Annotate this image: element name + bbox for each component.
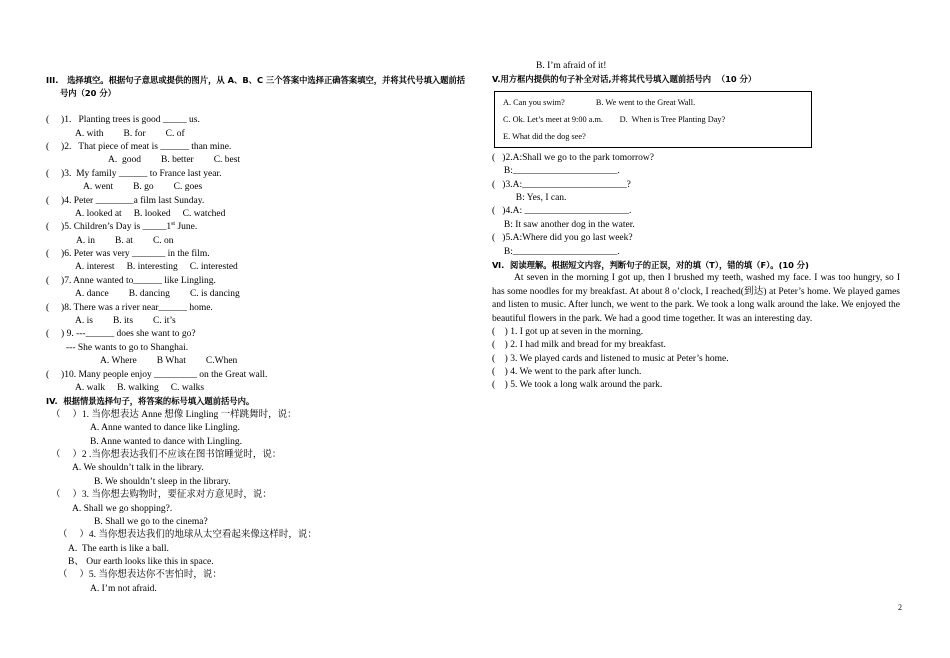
question-stem [46, 369, 456, 382]
option-a: A. Anne wanted to dance like Lingling. [90, 423, 240, 434]
option-a: A. good [108, 155, 141, 166]
question-options [46, 154, 456, 167]
option-c: C. interested [189, 262, 238, 273]
situation-question: （ ）2 .当你想表达我们不应该在图书馆睡觉时，说： [51, 449, 282, 460]
option-b: B. looked [133, 208, 171, 219]
section6-items [492, 326, 912, 393]
box-row-2 [503, 111, 803, 128]
question-stem [46, 302, 456, 315]
dialogue-line: ( )4.A: ______________________. [492, 206, 632, 217]
option-a: A. is [75, 316, 93, 327]
dialogue-line: ( )3.A:______________________? [492, 179, 631, 190]
situation-question: （ ）4. 当你想表达我们的地球从太空看起来像这样时，说： [58, 530, 317, 541]
stem-text: ( )10. Many people enjoy _________ on the Great wall. [46, 369, 268, 380]
question-reply: --- She wants to go to Shanghai. [66, 342, 189, 353]
stem-text: ( )3. My family ______ to France last year. [46, 168, 222, 179]
right-column [492, 60, 912, 393]
page-number: 2 [898, 603, 902, 612]
option-c: C. is dancing [189, 289, 240, 300]
section4-items [46, 409, 456, 596]
stem-text: ( )4. Peter ________a film last Sunday. [46, 195, 205, 206]
left-column [46, 74, 466, 596]
true-false-item: ( ) 2. I had milk and bread for my breakfast. [492, 340, 666, 351]
situation-question: （ ）5. 当你想表达你不害怕时，说： [58, 570, 222, 581]
section3-heading: III. 选择填空。根据句子意思或提供的图片，从 A、B、C 三个答案中选择正确答案填空，并将其代号填入题前括 [46, 75, 466, 85]
option-c: C. on [152, 235, 174, 246]
question-stem [46, 275, 456, 288]
option-b: B. its [112, 316, 134, 327]
option-a: A. Shall we go shopping?. [72, 503, 173, 514]
question-stem [46, 221, 456, 234]
option-a: A. looked at [75, 208, 122, 219]
section6-heading: Ⅵ. 阅读理解。根据短文内容，判断句子的正误，对的填（T），错的填（F）。(10 分) [492, 259, 809, 270]
question-stem [46, 328, 456, 341]
box-option-a: A. Can you swim? [503, 97, 565, 107]
true-false-item: ( ) 1. I got up at seven in the morning. [492, 326, 644, 337]
option-a: A. Where [100, 356, 137, 367]
option-b: B. interesting [126, 262, 178, 273]
option-b: B. Shall we go to the cinema? [94, 516, 208, 527]
option-c: C. goes [173, 182, 203, 193]
question-options [46, 261, 456, 274]
option-b: B. Anne wanted to dance with Lingling. [90, 436, 242, 447]
stem-text: ( )2. That piece of meat is ______ than mine. [46, 141, 232, 152]
true-false-item: ( ) 3. We played cards and listened to music at Peter’s home. [492, 353, 729, 364]
option-c: C. it’s [153, 316, 176, 327]
box-option-c: C. Ok. Let’s meet at 9:00 a.m. [503, 114, 604, 124]
stem-text: ( )7. Anne wanted to______ like Lingling. [46, 275, 216, 286]
section5-lines [492, 152, 912, 259]
dialogue-line: B: It saw another dog in the water. [492, 219, 635, 230]
dialogue-line: ( )5.A:Where did you go last week? [492, 233, 633, 244]
question-options [46, 235, 456, 248]
box-option-b: B. We went to the Great Wall. [595, 97, 696, 107]
dialogue-line: B: Yes, I can. [492, 192, 567, 203]
box-row-3 [503, 128, 803, 145]
option-a: A. went [83, 182, 114, 193]
situation-question: （ ）1. 当你想表达 Anne 想像 Lingling 一样跳舞时，说： [51, 409, 297, 420]
stem-text: ( )6. Peter was very _______ in the film. [46, 249, 210, 260]
option-c: C.When [205, 356, 238, 367]
question-stem [46, 141, 456, 154]
reading-passage: At seven in the morning I got up, then I brushed my teeth, washed my face. I was too hungry, so I has some noodles for my breakfast. At about 8 o’clock, I reached(到达) at Peter’s home. We played games and listen to music. After lunch, we went to the park. We took a long walk around the lake. We enjoyed the beautiful flowers in the park. We had a good time together. It was an interesting day. [492, 273, 900, 324]
question-options [46, 208, 456, 221]
option-c: C. walks [170, 382, 205, 393]
option-a: A. The earth is like a ball. [68, 543, 169, 554]
question-stem [46, 168, 456, 181]
answer-box [494, 91, 812, 148]
dialogue-line: B:______________________. [492, 246, 620, 257]
section3-items [46, 114, 456, 395]
stem-text: ( )1. Planting trees is good _____ us. [46, 115, 200, 126]
option-c: C. best [213, 155, 241, 166]
dialogue-line: B:______________________. [492, 166, 620, 177]
box-row-1 [503, 94, 803, 111]
option-a: A. in [76, 235, 95, 246]
stem-text: ( ) 9. ---______ does she want to go? [46, 329, 196, 340]
option-b: B What [156, 356, 186, 367]
option-b: B. go [133, 182, 154, 193]
option-b: B、 Our earth looks like this in space. [68, 557, 214, 568]
option-b: B. better [161, 155, 194, 166]
option-b: B. at [115, 235, 133, 246]
question-options [46, 382, 456, 395]
option-c: C. of [165, 128, 185, 139]
true-false-item: ( ) 4. We went to the park after lunch. [492, 367, 642, 378]
stem-text: ( )8. There was a river near______ home. [46, 302, 213, 313]
option-b: B. for [123, 128, 146, 139]
stem-superscript: st [171, 221, 176, 228]
question-stem [46, 114, 456, 127]
dialogue-line: ( )2.A:Shall we go to the park tomorrow? [492, 152, 654, 163]
option-b: B. walking [117, 382, 159, 393]
option-b: B. dancing [128, 289, 170, 300]
box-option-d: D. When is Tree Planting Day? [619, 114, 726, 124]
option-a: A. I’m not afraid. [90, 583, 157, 594]
option-c: C. watched [182, 208, 226, 219]
option-a: A. interest [75, 262, 115, 273]
option-a: A. with [75, 128, 104, 139]
question-stem [46, 248, 456, 261]
option-b: B. We shouldn’t sleep in the library. [94, 476, 231, 487]
question-options [46, 355, 456, 368]
situation-question: （ ）3. 当你想去购物时，要征求对方意见时，说： [51, 490, 272, 501]
section3-heading-cont: 号内（20 分） [60, 88, 116, 99]
option-a: A. dance [75, 289, 109, 300]
true-false-item: ( ) 5. We took a long walk around the park. [492, 380, 663, 391]
section5-heading: V.用方框内提供的句子补全对话,并将其代号填入题前括号内 （10 分） [492, 74, 757, 85]
s4-item5-option-b: B. I’m afraid of it! [536, 61, 607, 71]
box-option-e: E. What did the dog see? [503, 131, 586, 141]
section4-heading: IV. 根据情景选择句子，将答案的标号填入题前括号内。 [46, 396, 255, 407]
question-options [46, 288, 456, 301]
option-a: A. We shouldn’t talk in the library. [72, 463, 204, 474]
question-options [46, 181, 456, 194]
question-options [46, 128, 456, 141]
stem-text: ( )5. Children’s Day is _____1 [46, 222, 172, 233]
stem-tail: June. [175, 222, 198, 233]
option-a: A. walk [75, 382, 106, 393]
question-stem [46, 195, 456, 208]
question-options [46, 315, 456, 328]
